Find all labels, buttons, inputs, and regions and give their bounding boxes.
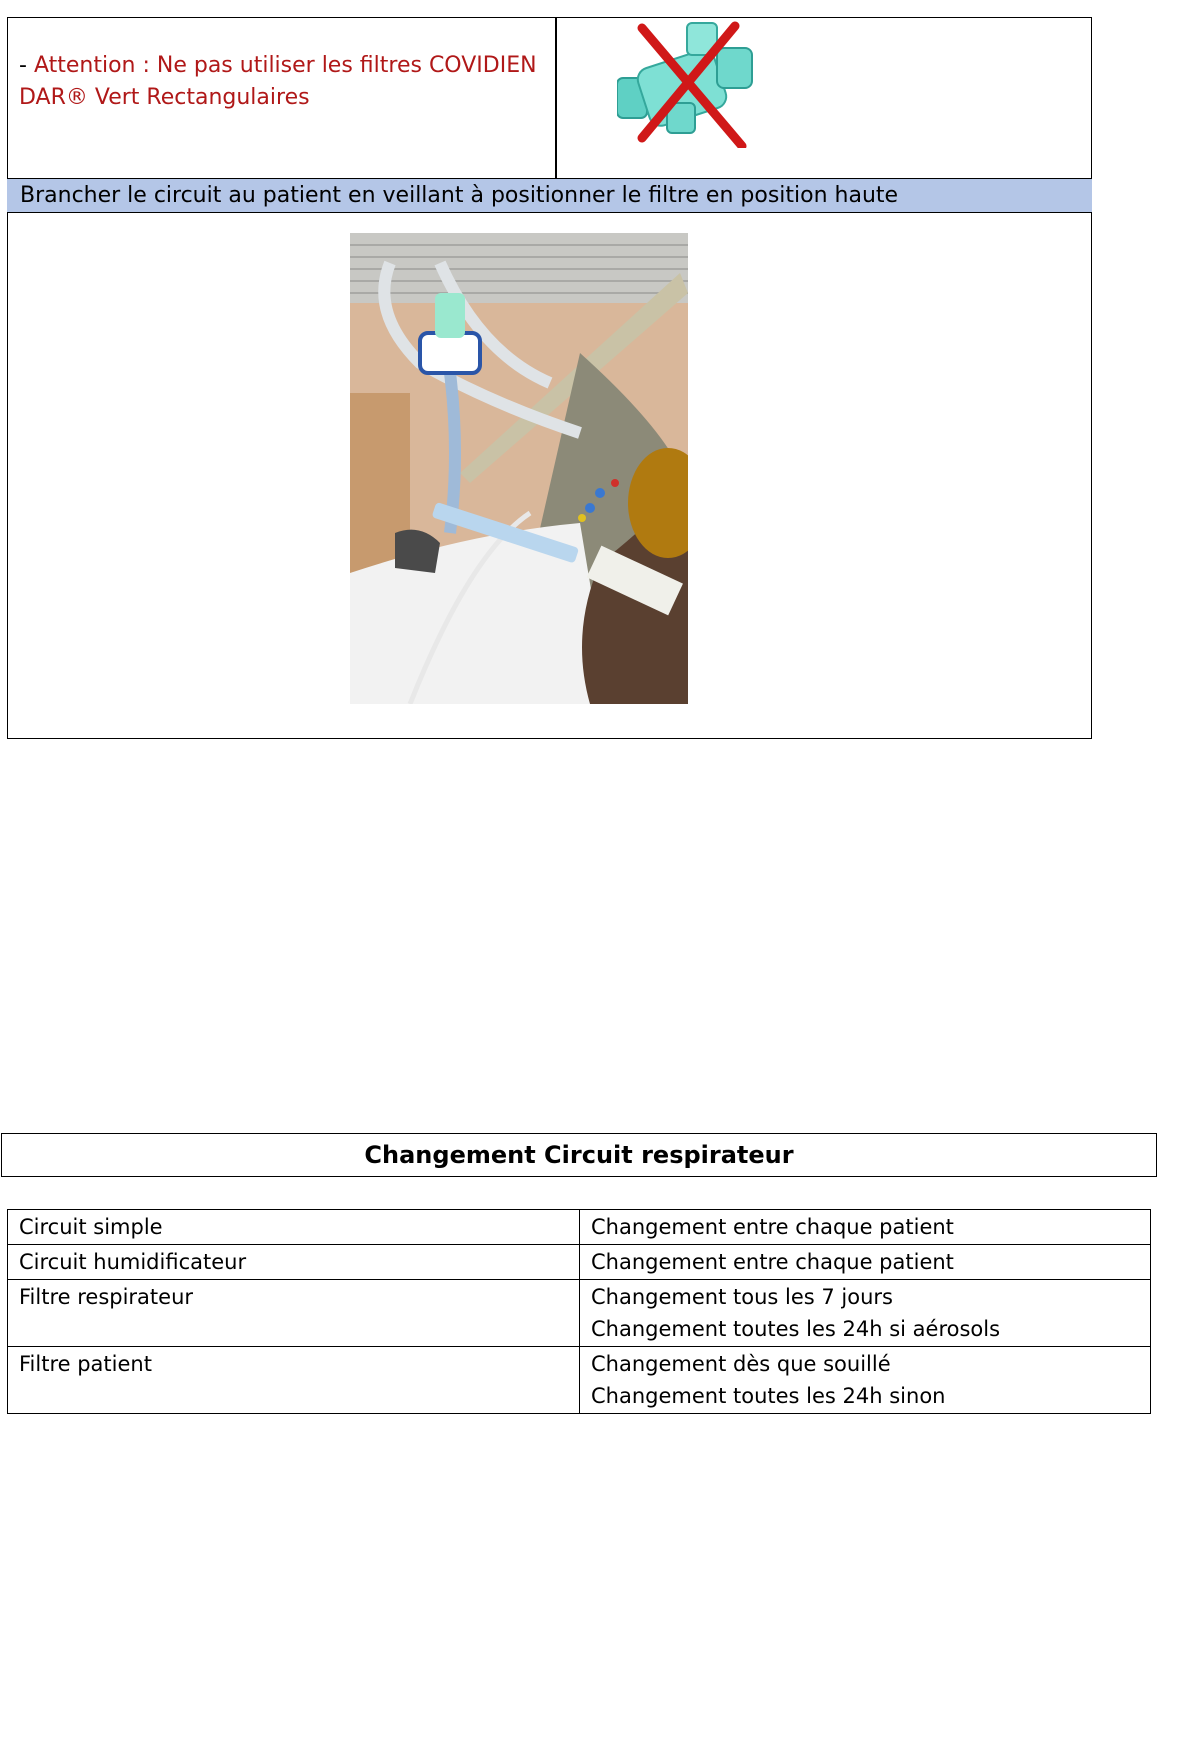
column-divider [555,17,557,179]
change-schedule-table [7,1209,1151,1414]
warning-line-1: Attention : Ne pas utiliser les filtres COVIDIEN [33,53,537,78]
section-title: Changement Circuit respirateur [364,1141,794,1169]
table-row [8,1280,1150,1347]
rule-line: Changement tous les 7 jours [591,1285,893,1309]
crossed-filter-image [617,18,767,148]
rule-cell [580,1210,1151,1245]
table-row [8,1347,1150,1414]
rule-cell [580,1245,1151,1280]
item-cell: Filtre respirateur [8,1280,580,1347]
table-row [8,1245,1150,1280]
item-cell: Filtre patient [8,1347,580,1414]
warning-dash: - [19,53,34,78]
warning-text [19,50,544,114]
patient-circuit-photo [350,233,688,704]
rule-line: Changement toutes les 24h sinon [591,1384,946,1408]
table-row [8,1210,1150,1245]
rule-line: Changement entre chaque patient [591,1215,954,1239]
rule-line: Changement toutes les 24h si aérosols [591,1317,1001,1341]
item-cell: Circuit humidificateur [8,1245,580,1280]
instruction-text: Brancher le circuit au patient en veillant à positionner le filtre en position haute [20,183,899,208]
rule-cell [580,1347,1151,1414]
rule-line: Changement dès que souillé [591,1352,891,1376]
warning-line-2: DAR® Vert Rectangulaires [19,85,310,110]
item-cell: Circuit simple [8,1210,580,1245]
rule-cell [580,1280,1151,1347]
rule-line: Changement entre chaque patient [591,1250,954,1274]
